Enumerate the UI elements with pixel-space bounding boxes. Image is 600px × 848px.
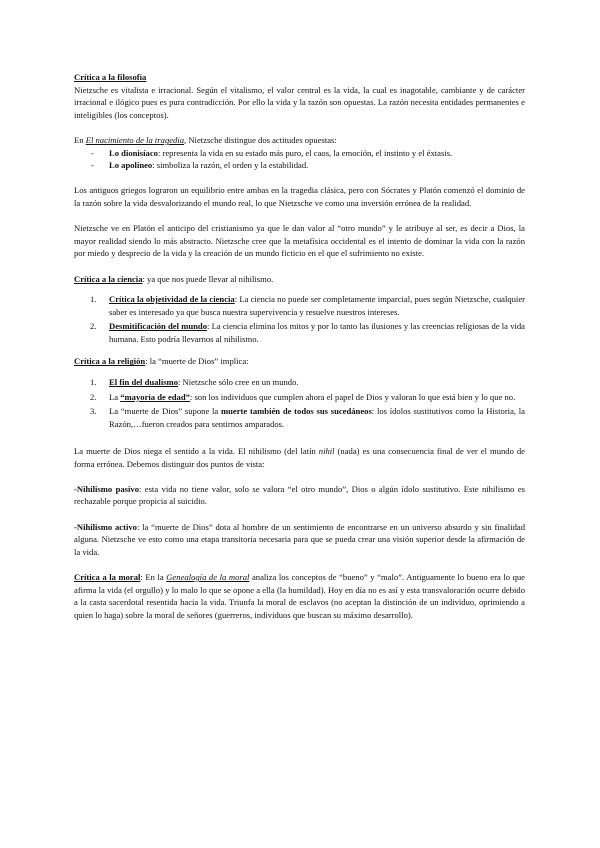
passive-nihilism-paragraph: -Nihilismo pasivo: esta vida no tiene valor, solo se valora “el otro mundo”, Dios o algún ídolo sustitutivo. Este nihilismo es rechazable porque propicia al suicidio. <box>74 483 526 507</box>
active-nihilism-paragraph: -Nihilismo activo: la “muerte de Dios” dota al hombre de un sentimiento de encontrarse en un universo absurdo y sin finalidad alguna. Nietzsche ve esto como una etapa transitoria necesaria para que se pueda crear una visión superior desde la afirmación de la vida. <box>74 521 525 557</box>
morality-paragraph: Crítica a la moral: En la Genealogía de la moral analiza los conceptos de “bueno” y “malo”. Antiguamente lo bueno era lo que afirma la vida (el orgullo) y lo malo lo que se opone a ella (la humildad). Hoy en día no es así y esta transvaloración ocurre debido a la casta sacerdotal resentida hacia la vida. Triunfa la moral de esclavos (no aceptan la distinción de un individuo, oprimiendo a quien lo haga) sobre la moral de señores (guerreros, individuos que buscan su máximo desarrollo). <box>74 571 525 620</box>
adulthood-term: “mayoría de edad” <box>120 391 190 402</box>
list-item: - Lo dionisíaco: representa la vida en su estado más puro, el caos, la emoción, el instinto y el éxtasis. <box>74 147 525 160</box>
science-heading: Crítica a la ciencia <box>74 273 143 284</box>
dionysian-term: Lo dionisíaco <box>109 147 158 158</box>
list-item: 2. Desmitificación del mundo: La ciencia elimina los mitos y por lo tanto las ilusiones y las creencias religiosas de la vida humana. Esto podría llevarnos al nihilismo. <box>90 321 525 344</box>
attitudes-list <box>74 147 525 172</box>
science-list <box>74 293 525 345</box>
plato-paragraph: Nietzsche ve en Platón el anticipo del cristianismo ya que le dan valor al “otro mundo” y le atribuye al ser, es decir a Dios, la mayor realidad siendo lo más abstracto. Nietzsche cree que la metafísica occidental es el intento de dominar la vida con la razón por miedo y desprecio de la vida y la creación de un mundo ficticio en el que el sufrimiento no existe. <box>74 223 525 259</box>
demystification-term: Desmitificación del mundo <box>109 321 207 332</box>
list-item: 1. El fin del dualismo: Nietzsche sólo cree en un mundo. <box>90 377 299 388</box>
apollonian-term: Lo apolíneo <box>109 160 153 171</box>
science-intro: Crítica a la ciencia: ya que nos puede llevar al nihilismo. <box>74 273 274 284</box>
objectivity-term: Crítica la objetividad de la ciencia <box>109 294 235 305</box>
nihil-word: nihil <box>318 446 335 457</box>
philosophy-paragraph: Nietzsche es vitalista e irracional. Según el vitalismo, el valor central es la vida, la cual es inagotable, cambiante y de carácter irracional e ilógico pues es pura contradicción. Por ello la vida y la razón son opuestas. La razón necesita entidades permanentes e inteligibles (los conceptos). <box>74 84 525 120</box>
nihilism-paragraph: La muerte de Dios niega el sentido a la vida. El nihilismo (del latín nihil (nada) es una consecuencia final de ver el mundo de forma errónea. Debemos distinguir dos puntos de vista: <box>74 446 525 469</box>
genealogy-book-title: Genealogía de la moral <box>166 571 250 582</box>
list-item: - Lo apolíneo: simboliza la razón, el orden y la estabilidad. <box>74 159 525 172</box>
list-item: 2. La “mayoría de edad”: son los individuos que cumplen ahora el papel de Dios y valoran lo que está bien y lo que no. <box>90 391 516 402</box>
active-nihilism-label: -Nihilismo activo <box>74 521 137 532</box>
greeks-paragraph: Los antiguos griegos lograron un equilibrio entre ambas en la tragedia clásica, pero con Sócrates y Platón comenzó el dominio de la razón sobre la vida desvalorizando el mundo real, lo que Nietzsche ve como una inversión errónea de la realidad. <box>74 185 525 208</box>
philosophy-heading: Crítica a la filosofía <box>74 72 147 82</box>
document-body <box>74 71 525 621</box>
morality-heading: Crítica a la moral <box>74 571 141 582</box>
tragedy-book-title: El nacimiento de la tragedia <box>85 134 185 145</box>
tragedy-intro: En El nacimiento de la tragedia, Nietzsche distingue dos actitudes opuestas: <box>74 134 337 145</box>
philosophy-section <box>74 71 525 84</box>
religion-list <box>74 376 525 430</box>
substitutes-term: muerte también de todos sus sucedáneos <box>220 406 372 417</box>
list-item: 3. La “muerte de Dios” supone la muerte también de todos sus sucedáneos: los ídolos sustitutivos como la Historia, la Razón,…fueron creados para sentirnos amparados. <box>90 406 525 429</box>
passive-nihilism-label: -Nihilismo pasivo <box>74 483 139 494</box>
religion-intro: Crítica a la religión: la “muerte de Dios” implica: <box>74 356 249 367</box>
list-item: 1. Crítica la objetividad de la ciencia: La ciencia no puede ser completamente imparcial, pues según Nietzsche, cualquier saber es interesado ya que busca nuestra supervivencia y resuelve nuestros intereses. <box>90 294 525 317</box>
dualism-term: El fin del dualismo <box>109 377 179 388</box>
religion-heading: Crítica a la religión <box>74 356 146 367</box>
